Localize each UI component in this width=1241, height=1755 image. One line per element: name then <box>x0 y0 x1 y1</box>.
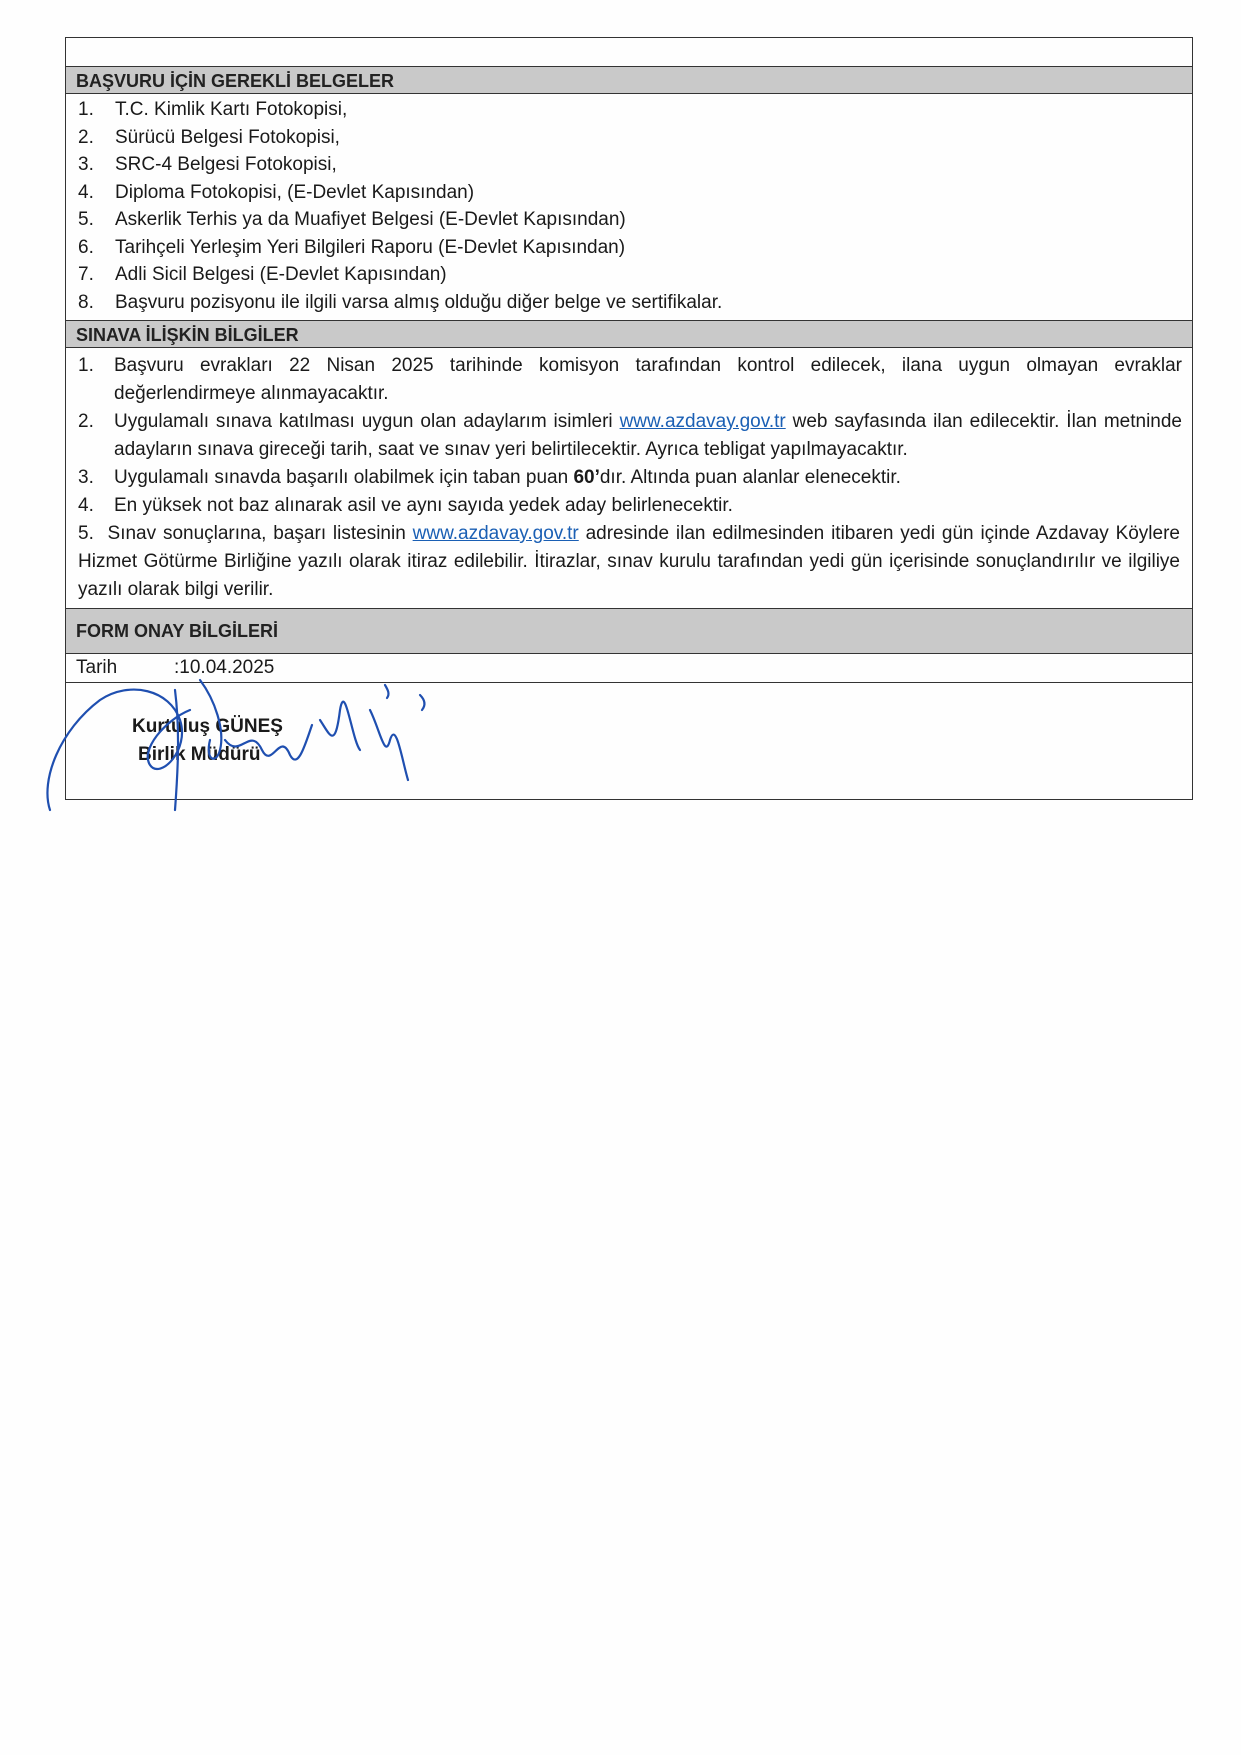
list-item: 4. Diploma Fotokopisi, (E-Devlet Kapısından) <box>78 181 475 203</box>
signer-title: Birlik Müdürü <box>138 744 261 765</box>
exam-item-3: 3. Uygulamalı sınavda başarılı olabilmek için taban puan 60’dır. Altında puan alanlar elenecektir. <box>78 467 901 488</box>
list-item: 3. SRC-4 Belgesi Fotokopisi, <box>78 154 337 175</box>
documents-list <box>66 94 1192 321</box>
date-value: :10.04.2025 <box>174 657 275 678</box>
exam-item-2: 2. Uygulamalı sınava katılması uygun olan adaylarım isimleri www.azdavay.gov.tr web sayfasında ilan edilecektir. İlan metninde adayların sınava gireceği tarih, saat ve sınav yeri belirtilecektir. Ayrıca tebligat yapılmayacaktır. <box>78 411 1182 460</box>
list-item: 5. Askerlik Terhis ya da Muafiyet Belgesi (E-Devlet Kapısından) <box>78 209 626 230</box>
list-item: 7. Adli Sicil Belgesi (E-Devlet Kapısından) <box>78 264 447 285</box>
list-item: 2. Sürücü Belgesi Fotokopisi, <box>78 126 340 148</box>
list-item: 1. T.C. Kimlik Kartı Fotokopisi, <box>78 99 348 120</box>
list-item: 8. Başvuru pozisyonu ile ilgili varsa almış olduğu diğer belge ve sertifikalar. <box>78 291 723 313</box>
exam-info <box>66 348 1192 609</box>
website-link[interactable]: www.azdavay.gov.tr <box>619 411 786 432</box>
exam-item-1: 1. Başvuru evrakları 22 Nisan 2025 tarihinde komisyon tarafından kontrol edilecek, ilana uygun olmayan evraklar değerlendirmeye alınmayacaktır. <box>78 355 1182 404</box>
list-item: 6. Tarihçeli Yerleşim Yeri Bilgileri Raporu (E-Devlet Kapısından) <box>78 236 626 258</box>
exam-section-header: SINAVA İLİŞKİN BİLGİLER <box>66 321 1192 348</box>
top-strip <box>66 38 1192 67</box>
website-link[interactable]: www.azdavay.gov.tr <box>412 523 579 544</box>
signer-name: Kurtuluş GÜNEŞ <box>132 716 283 737</box>
exam-item-4: 4. En yüksek not baz alınarak asil ve aynı sayıda yedek aday belirlenecektir. <box>78 495 733 516</box>
exam-item-5: 5. Sınav sonuçlarına, başarı listesinin www.azdavay.gov.tr adresinde ilan edilmesinden itibaren yedi gün içinde Azdavay Köylere Hizmet Götürme Birliğine yazılı olarak itiraz edilebilir. İtirazlar, sınav kurulu tarafından yedi gün içerisinde sonuçlandırılır ve ilgiliye yazılı olarak bilgi verilir. <box>78 523 1180 600</box>
date-label: Tarih <box>76 657 118 678</box>
documents-section-header: BAŞVURU İÇİN GEREKLİ BELGELER <box>66 67 1192 94</box>
approval-section-header: FORM ONAY BİLGİLERİ <box>66 609 1192 654</box>
base-score: 60’ <box>573 467 600 488</box>
handwritten-signature <box>40 670 480 820</box>
